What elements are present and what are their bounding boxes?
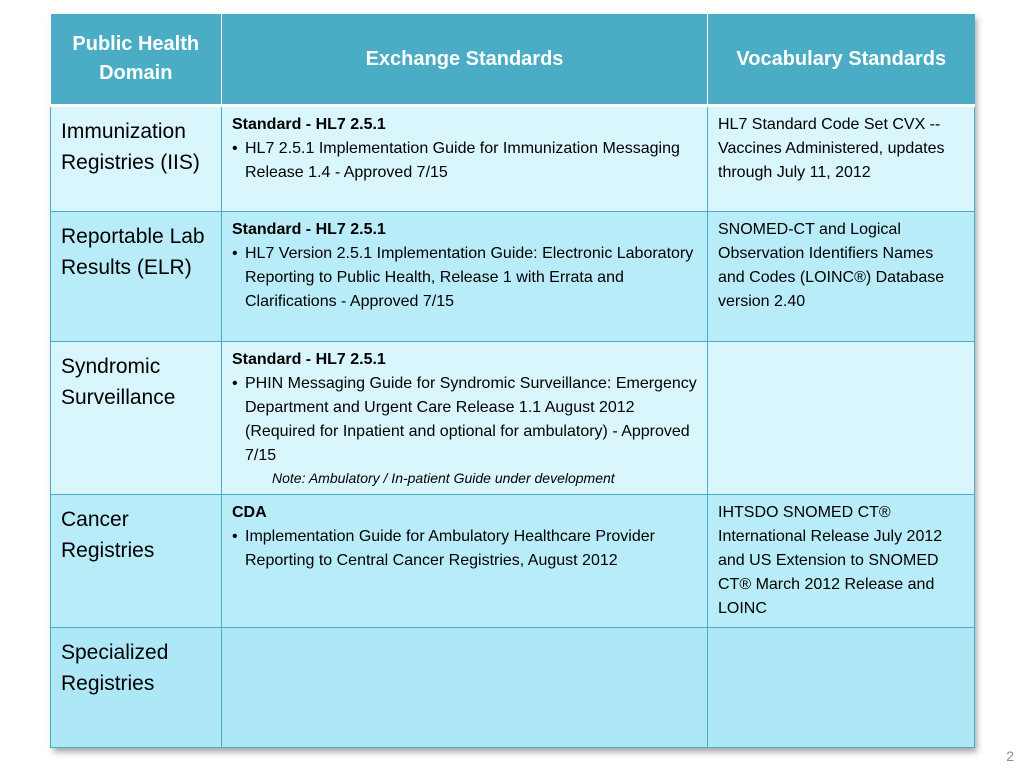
header-vocabulary-standards: Vocabulary Standards [708,14,975,106]
table-row [51,342,975,495]
table-row [51,628,975,748]
exchange-cell [222,495,708,628]
bullet-dot-icon: • [232,140,238,157]
exchange-bullet-item [232,525,697,573]
domain-cell: Syndromic Surveillance [51,342,222,495]
domain-cell: Cancer Registries [51,495,222,628]
standards-table-container [50,14,974,748]
header-public-health-domain: Public Health Domain [51,14,222,106]
page-number: 2 [1006,748,1014,764]
header-exchange-standards: Exchange Standards [222,14,708,106]
exchange-standard-title: CDA [232,504,267,521]
vocabulary-cell [708,342,975,495]
table-body [51,106,975,748]
vocabulary-cell: IHTSDO SNOMED CT® International Release July 2012 and US Extension to SNOMED CT® March 2012 Release and LOINC [708,495,975,628]
exchange-standard-title: Standard - HL7 2.5.1 [232,351,386,368]
vocabulary-cell: HL7 Standard Code Set CVX -- Vaccines Administered, updates through July 11, 2012 [708,106,975,212]
header-row [51,14,975,106]
exchange-cell [222,342,708,495]
vocabulary-cell: SNOMED-CT and Logical Observation Identifiers Names and Codes (LOINC®) Database version 2.40 [708,212,975,342]
domain-cell: Reportable Lab Results (ELR) [51,212,222,342]
bullet-dot-icon: • [232,245,238,262]
table-row [51,106,975,212]
exchange-bullet-text: HL7 Version 2.5.1 Implementation Guide: Electronic Laboratory Reporting to Public Health, Release 1 with Errata and Clarifications - Approved 7/15 [245,245,694,310]
vocabulary-cell [708,628,975,748]
exchange-cell [222,212,708,342]
bullet-dot-icon: • [232,375,238,392]
exchange-bullet-text: HL7 2.5.1 Implementation Guide for Immunization Messaging Release 1.4 - Approved 7/15 [245,140,680,181]
exchange-bullet-item [232,372,697,468]
domain-cell: Specialized Registries [51,628,222,748]
domain-cell: Immunization Registries (IIS) [51,106,222,212]
exchange-cell [222,628,708,748]
exchange-cell [222,106,708,212]
exchange-bullet-text: Implementation Guide for Ambulatory Healthcare Provider Reporting to Central Cancer Registries, August 2012 [245,528,655,569]
exchange-bullet-item [232,242,697,314]
table-row [51,495,975,628]
standards-table [50,14,975,748]
bullet-dot-icon: • [232,528,238,545]
table-row [51,212,975,342]
exchange-standard-title: Standard - HL7 2.5.1 [232,116,386,133]
exchange-note: Note: Ambulatory / In-patient Guide under development [272,470,615,486]
exchange-standard-title: Standard - HL7 2.5.1 [232,221,386,238]
table-header [51,14,975,106]
exchange-bullet-text: PHIN Messaging Guide for Syndromic Surveillance: Emergency Department and Urgent Care Release 1.1 August 2012 (Required for Inpatient and optional for ambulatory) - Approved 7/15 [245,375,697,464]
exchange-bullet-item [232,137,697,185]
